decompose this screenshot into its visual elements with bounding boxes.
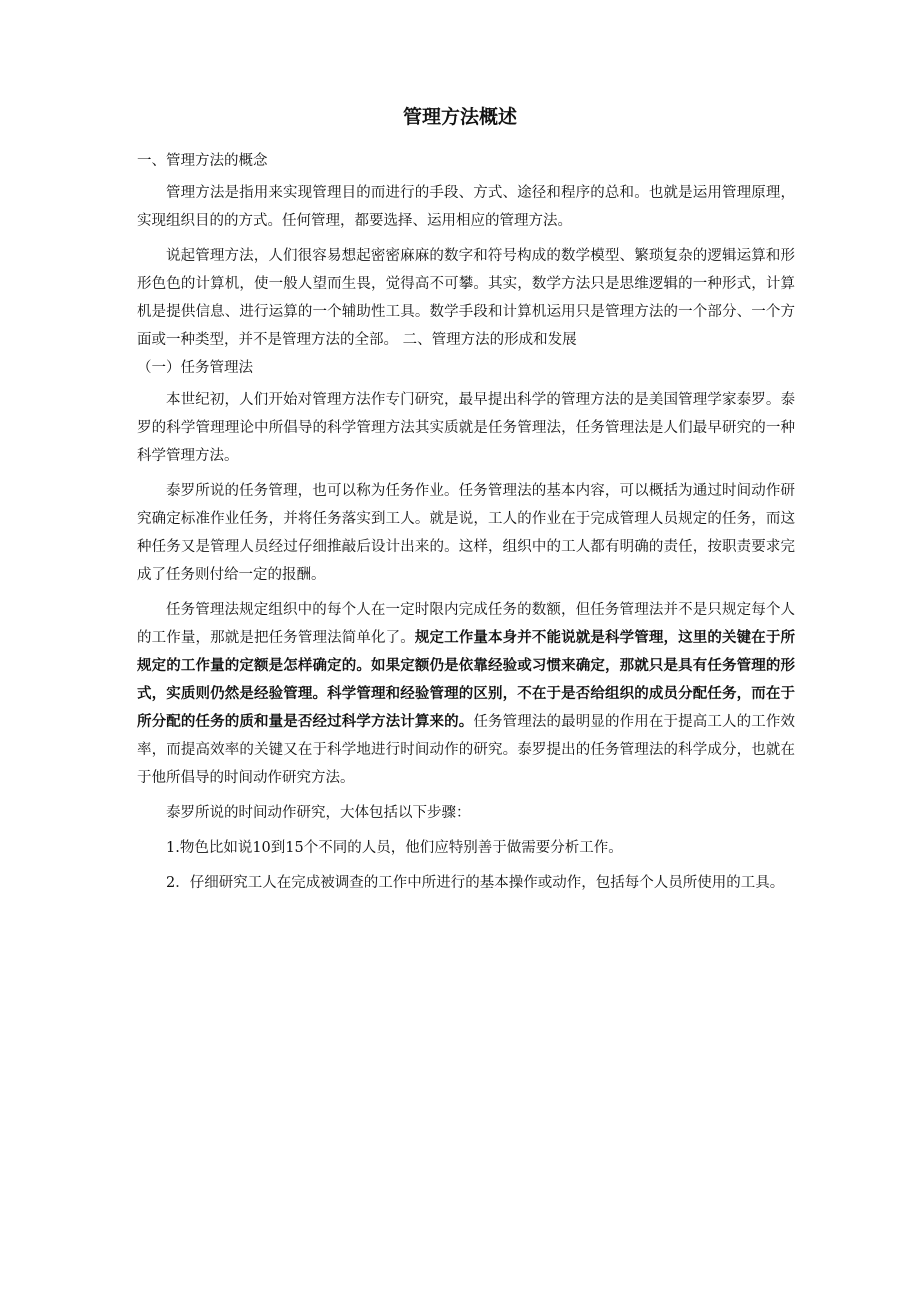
list-item-step-1: 1.物色比如说10到15个不同的人员，他们应特别善于做需要分析工作。	[166, 840, 623, 856]
paragraph-quota	[137, 596, 795, 792]
paragraph-definition: 管理方法是指用来实现管理目的而进行的手段、方式、途径和程序的总和。也就是运用管理原理，实现组织目的的方式。任何管理，都要选择、运用相应的管理方法。	[137, 185, 795, 229]
paragraph-quota-end: 任务管理法的最明显的作用在于提高工人的工作效率，而提高效率的关键又在于科学地进行时间动作的研究。泰罗提出的任务管理法的科学成分，也就在于他所倡导的时间动作研究方法。	[137, 714, 795, 786]
section-heading-concept: 一、管理方法的概念	[137, 153, 268, 169]
paragraph-quota-emphasis: 规定工作量本身并不能说就是科学管理，这里的关键在于所规定的工作量的定额是怎样确定的。如果定额仍是依靠经验或习惯来确定，那就只是具有任务管理的形式，实质则仍然是经验管理。科学管理和经验管理的区别，不在于是否给组织的成员分配任务，而在于所分配的任务的质和量是否经过科学方法计算来的。	[137, 630, 795, 730]
document-body	[137, 147, 795, 897]
paragraph-time-motion-intro: 泰罗所说的时间动作研究，大体包括以下步骤：	[166, 805, 471, 821]
paragraph-misconception: 说起管理方法，人们很容易想起密密麻麻的数字和符号构成的数学模型、繁琐复杂的逻辑运算和形形色色的计算机，使一般人望而生畏，觉得高不可攀。其实，数学方法只是思维逻辑的一种形式，计算机是提供信息、进行运算的一个辅助性工具。数学手段和计算机运用只是管理方法的一个部分、一个方面或一种类型，并不是管理方法的全部。 二、管理方法的形成和发展	[137, 248, 795, 348]
list-item-step-2: 2．仔细研究工人在完成被调查的工作中所进行的基本操作或动作，包括每个人员所使用的工具。	[166, 875, 785, 891]
paragraph-taylor-origin: 本世纪初，人们开始对管理方法作专门研究，最早提出科学的管理方法的是美国管理学家泰罗。泰罗的科学管理理论中所倡导的科学管理方法其实质就是任务管理法，任务管理法是人们最早研究的一种科学管理方法。	[137, 392, 795, 464]
paragraph-quota-start: 任务管理法规定组织中的每个人在一定时限内完成任务的数额，但任务管理法并不是只规定每个人的工作量，那就是把任务管理法简单化了。	[137, 602, 795, 646]
subsection-heading-task-management: （一）任务管理法	[137, 360, 253, 376]
paragraph-task-content: 泰罗所说的任务管理，也可以称为任务作业。任务管理法的基本内容，可以概括为通过时间动作研究确定标准作业任务，并将任务落实到工人。就是说，工人的作业在于完成管理人员规定的任务，而这种任务又是管理人员经过仔细推敲后设计出来的。这样，组织中的工人都有明确的责任，按职责要求完成了任务则付给一定的报酬。	[137, 483, 795, 583]
document-title: 管理方法概述	[402, 106, 517, 128]
